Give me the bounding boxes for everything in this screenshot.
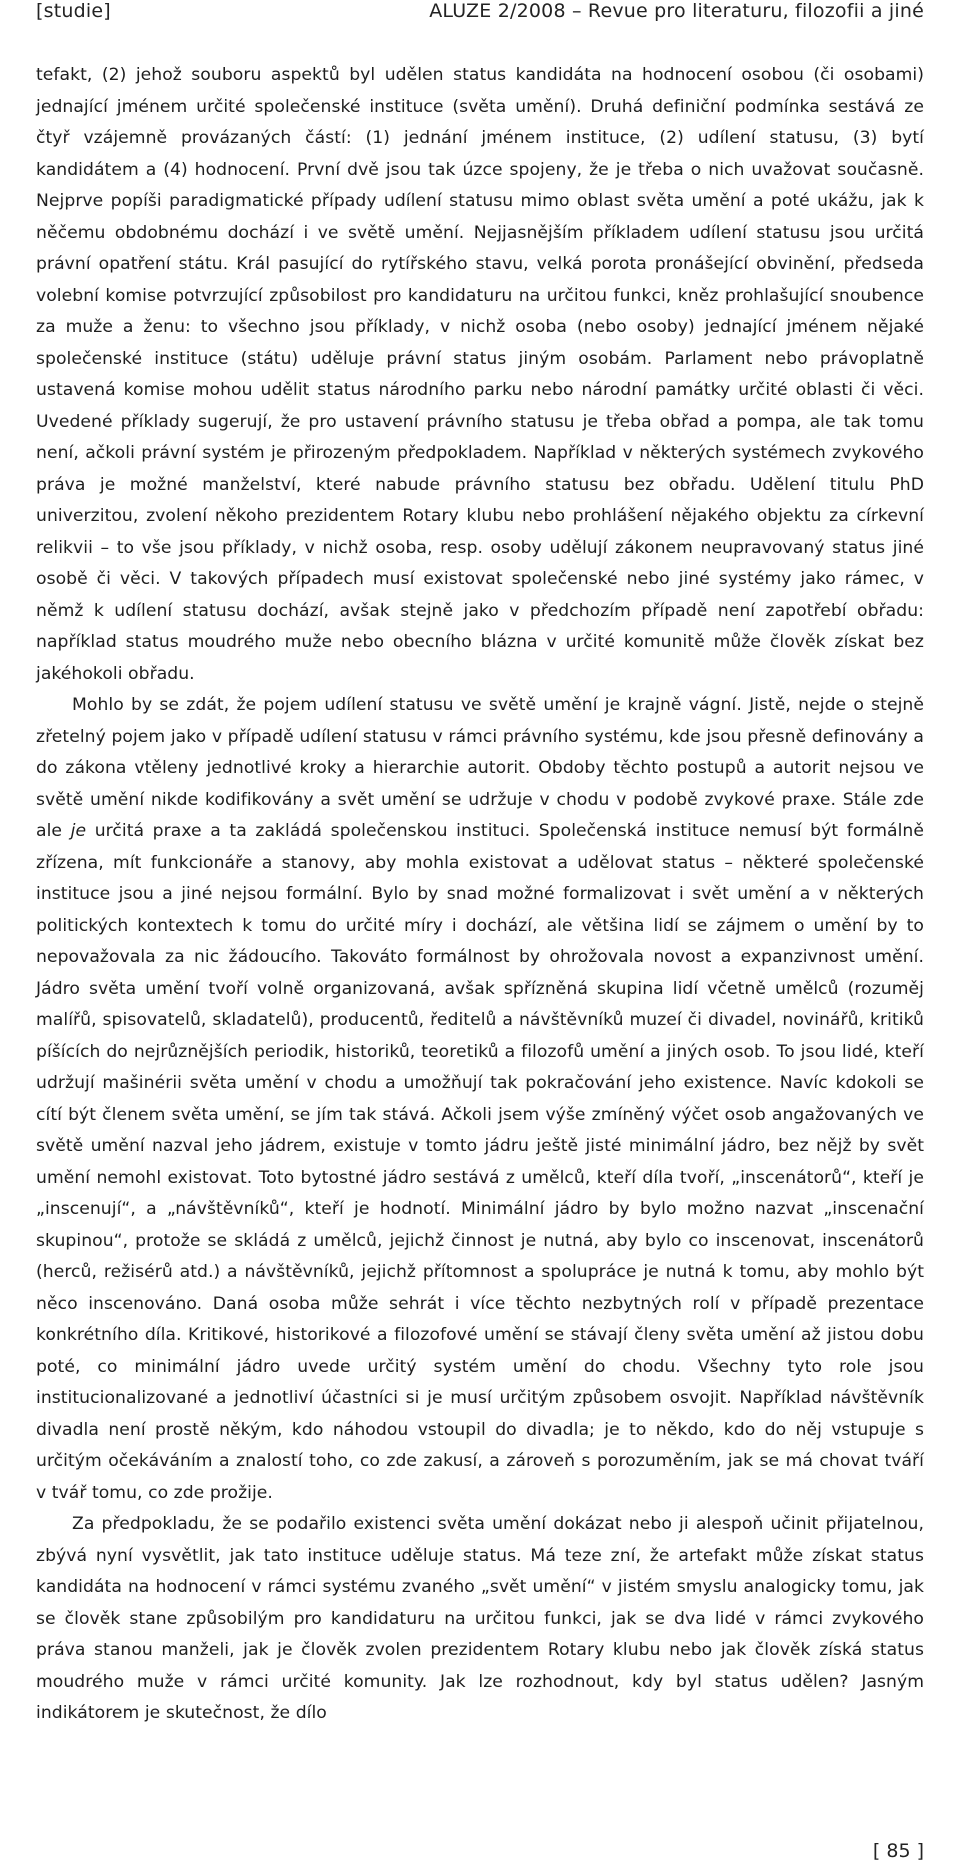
paragraph-2-text-b: určitá praxe a ta zakládá společenskou instituci. Společenská instituce nemusí být formálně zřízena, mít funkcionáře a stanovy, aby mohla existovat a udělovat status – některé společenské instituce jsou a jiné nejsou formální. Bylo by snad možné formalizovat i svět umění a v některých politických kontextech k tomu do určité míry i dochází, ale většina lidí se zájmem o umění by to nepovažovala za nic žádoucího. Takováto formálnost by ohrožovala novost a expanzivnost umění. Jádro světa umění tvoří volně organizovaná, avšak spřízněná skupina lidí včetně umělců (rozuměj malířů, spisovatelů, skladatelů), producentů, ředitelů a návštěvníků muzeí či divadel, novinářů, kritiků píšících do nejrůznějších periodik, historiků, teoretiků a filozofů umění a jiných osob. To jsou lidé, kteří udržují mašinérii světa umění v chodu a umožňují tak pokračování jeho existence. Navíc kdokoli se cítí být členem světa umění, se jím tak stává. Ačkoli jsem výše zmíněný výčet osob angažovaných ve světě umění nazval jeho jádrem, existuje v tomto jádru ještě jisté minimální jádro, bez nějž by svět umění nemohl existovat. Toto bytostné jádro sestává z umělců, kteří díla tvoří, „inscenátorů“, kteří je „inscenují“, a „návštěvníků“, kteří je hodnotí. Minimální jádro by bylo možno nazvat „inscenační skupinou“, protože se skládá z umělců, jejichž činnost je nutná, aby bylo co inscenovat, inscenátorů (herců, režisérů atd.) a návštěvníků, jejichž přítomnost a spolupráce je nutná k tomu, aby mohlo být něco inscenováno. Daná osoba může sehrát i více těchto nezbytných rolí v případě prezentace konkrétního díla. Kritikové, historikové a filozofové umění se stávají členy světa umění až jistou dobu poté, co minimální jádro uvede určitý systém umění do chodu. Všechny tyto role jsou institucionalizované a jednotliví účastníci si je musí určitým způsobem osvojit. Například návštěvník divadla není prostě někým, kdo náhodou vstoupil do divadla; je to někdo, kdo do něj vstupuje s určitým očekáváním a znalostí toho, co zde zakusí, a zároveň s porozuměním, jak se má chovat tváří v tvář tomu, co zde prožije. — [36, 821, 925, 1503]
paragraph-1: tefakt, (2) jehož souboru aspektů byl udělen status kandidáta na hodnocení osobou (či osobami) jednající jménem určité společenské instituce (světa umění). Druhá definiční podmínka sestává ze čtyř vzájemně provázaných částí: (1) jednání jménem instituce, (2) udílení statusu, (3) bytí kandidátem a (4) hodnocení. První dvě jsou tak úzce spojeny, že je třeba o nich uvažovat současně. Nejprve popíši paradigmatické případy udílení statusu mimo oblast světa umění a poté ukážu, jak k něčemu obdobnému dochází i ve světě umění. Nejjasnějším příkladem udílení statusu jsou určitá právní opatření státu. Král pasující do rytířského stavu, velká porota pronášející obvinění, předseda volební komise potvrzující způsobilost pro kandidaturu na určitou funkci, kněz prohlašující snoubence za muže a ženu: to všechno jsou příklady, v nichž osoba (nebo osoby) jednající jménem nějaké společenské instituce (státu) uděluje právní status jiným osobám. Parlament nebo právoplatně ustavená komise mohou udělit status národního parku nebo národní památky určité oblasti či věci. Uvedené příklady sugerují, že pro ustavení právního statusu je třeba obřad a pompa, ale tak tomu není, ačkoli právní systém je přirozeným předpokladem. Například v některých systémech zvykového práva je možné manželství, které nabude právního statusu bez obřadu. Udělení titulu PhD univerzitou, zvolení někoho prezidentem Rotary klubu nebo prohlášení nějakého objektu za církevní relikvii – to vše jsou příklady, v nichž osoba, resp. osoby udělují zákonem neupravovaný status jiné osobě či věci. V takových případech musí existovat společenské nebo jiné systémy jako rámec, v němž k udílení statusu dochází, avšak stejně jako v předchozím případě není zapotřebí obřadu: například status moudrého muže nebo obecního blázna v určité komunitě může člověk získat bez jakéhokoli obřadu. — [36, 65, 924, 684]
journal-title: ALUZE 2/2008 – Revue pro literaturu, filozofii a jiné — [429, 0, 924, 22]
running-head — [36, 0, 924, 30]
page-number: [ 85 ] — [872, 1840, 924, 1862]
paragraph-3: Za předpokladu, že se podařilo existenci světa umění dokázat nebo ji alespoň učinit přijatelnou, zbývá nyní vysvětlit, jak tato instituce uděluje status. Má teze zní, že artefakt může získat status kandidáta na hodnocení v rámci systému zvaného „svět umění“ v jistém smyslu analogicky tomu, jak se člověk stane způsobilým pro kandidaturu na určitou funkci, jak se dva lidé v rámci zvykového práva stanou manželi, jak je člověk zvolen prezidentem Rotary klubu nebo jak člověk získá status moudrého muže v rámci určité komunity. Jak lze rozhodnout, kdy byl status udělen? Jasným indikátorem je skutečnost, že dílo — [36, 1514, 924, 1723]
paragraph-2-text-a: Mohlo by se zdát, že pojem udílení statusu ve světě umění je krajně vágní. Jistě, nejde o stejně zřetelný pojem jako v případě udílení statusu v rámci právního systému, kde jsou přesně definovány a do zákona vtěleny jednotlivé kroky a hierarchie autorit. Obdoby těchto postupů a autorit nejsou ve světě umění nikde kodifikovány a svět umění se udržuje v chodu v podobě zvykové praxe. Stále zde ale — [36, 695, 924, 841]
article-body — [36, 60, 924, 1730]
paragraph-2 — [36, 690, 924, 1509]
section-label: [studie] — [36, 0, 111, 22]
emphasis-je: je — [70, 821, 87, 841]
